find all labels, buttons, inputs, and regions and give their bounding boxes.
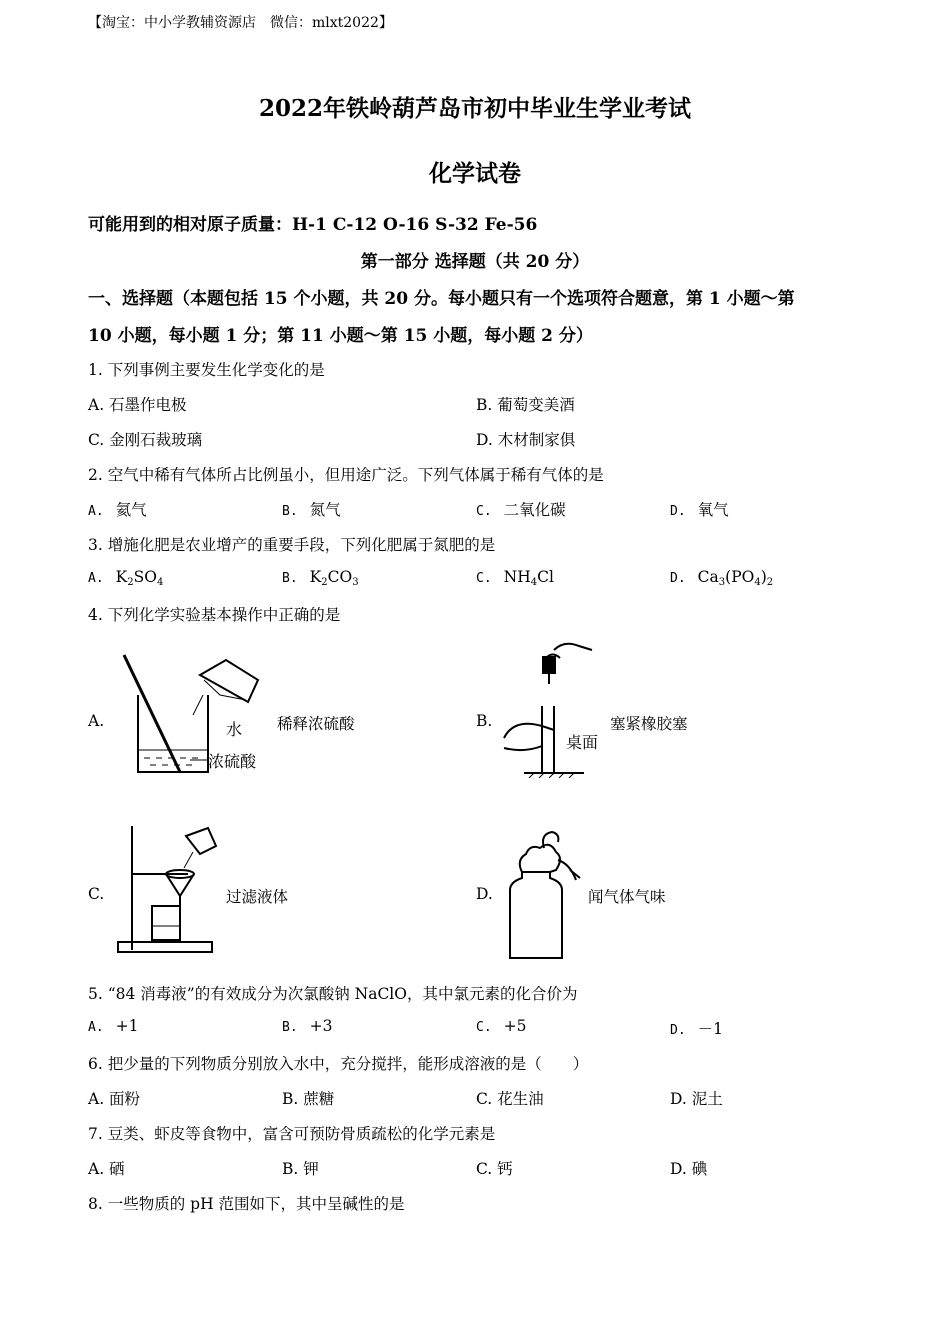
atomic-masses: 可能用到的相对原子质量：H-1 C-12 O-16 S-32 Fe-56 [88, 215, 538, 235]
question-4-stem: 4. 下列化学实验基本操作中正确的是 [88, 606, 341, 624]
question-2-stem: 2. 空气中稀有气体所占比例虽小，但用途广泛。下列气体属于稀有气体的是 [88, 466, 604, 484]
question-5-option-d: D. －1 [670, 1020, 724, 1038]
question-2-option-c: C. 二氧化碳 [476, 501, 566, 519]
question-4-option-c-caption: 过滤液体 [226, 888, 289, 906]
question-2-option-a: A. 氦气 [88, 501, 147, 519]
question-5-option-b: B. +3 [282, 1017, 333, 1035]
question-4-option-b-label: B. [476, 712, 493, 730]
question-7-option-b: B. 钾 [282, 1160, 319, 1178]
question-3-stem: 3. 增施化肥是农业增产的重要手段，下列化肥属于氮肥的是 [88, 536, 496, 554]
section-instructions-line2: 10 小题，每小题 1 分；第 11 小题～第 15 小题，每小题 2 分） [88, 326, 593, 346]
question-4-option-d-label: D. [476, 885, 493, 903]
question-1-option-a: A. 石墨作电极 [88, 396, 187, 414]
question-1-option-c: C. 金刚石裁玻璃 [88, 431, 203, 449]
question-3-option-b: B. $K_2CO_3$ [282, 568, 359, 588]
question-7-option-c: C. 钙 [476, 1160, 513, 1178]
question-5-option-a: A. +1 [88, 1017, 139, 1035]
stopper-figure [494, 638, 606, 778]
question-3-option-a: A. $K_2SO_4$ [88, 568, 164, 588]
question-6-option-c: C. 花生油 [476, 1090, 544, 1108]
question-5-stem: 5. “84 消毒液”的有效成分为次氯酸钠 NaClO，其中氯元素的化合价为 [88, 985, 578, 1003]
section-instructions-line1: 一、选择题（本题包括 15 个小题，共 20 分。每小题只有一个选项符合题意，第 1 小题～第 [88, 289, 795, 309]
part-one-heading: 第一部分 选择题（共 20 分） [360, 252, 590, 272]
question-4-option-d-caption: 闻气体气味 [588, 888, 666, 906]
question-1-option-d: D. 木材制家俱 [476, 431, 576, 449]
label-desk: 桌面 [566, 733, 599, 752]
question-2-option-d: D. 氧气 [670, 501, 729, 519]
exam-title: 2022年铁岭葫芦岛市初中毕业生学业考试 [258, 95, 691, 122]
exam-subtitle: 化学试卷 [429, 160, 521, 187]
question-3-option-c: C. $NH_4Cl$ [476, 568, 554, 588]
question-2-option-b: B. 氮气 [282, 501, 341, 519]
question-1-stem: 1. 下列事例主要发生化学变化的是 [88, 361, 325, 379]
question-7-option-d: D. 碘 [670, 1160, 708, 1178]
question-6-stem: 6. 把少量的下列物质分别放入水中，充分搅拌，能形成溶液的是（ ） [88, 1055, 589, 1073]
label-water: 水 [226, 720, 243, 739]
question-3-option-d: D. $Ca_3(PO_4)_2$ [670, 568, 774, 588]
question-4-option-a-caption: 稀释浓硫酸 [277, 715, 355, 733]
question-1-option-b: B. 葡萄变美酒 [476, 396, 575, 414]
question-4-option-b-caption: 塞紧橡胶塞 [610, 715, 688, 733]
label-concentrated-acid: 浓硫酸 [208, 752, 257, 771]
smell-gas-figure [500, 830, 585, 962]
question-4-option-c-label: C. [88, 885, 105, 903]
question-5-option-c: C. +5 [476, 1017, 527, 1035]
dilute-acid-figure [108, 650, 268, 782]
page-header: 【淘宝：中小学教辅资源店 微信：mlxt2022】 [88, 15, 393, 31]
question-8-stem: 8. 一些物质的 pH 范围如下，其中呈碱性的是 [88, 1195, 405, 1213]
question-7-stem: 7. 豆类、虾皮等食物中，富含可预防骨质疏松的化学元素是 [88, 1125, 496, 1143]
question-7-option-a: A. 硒 [88, 1160, 125, 1178]
question-6-option-b: B. 蔗糖 [282, 1090, 335, 1108]
filtration-figure [108, 822, 220, 962]
question-4-option-a-label: A. [88, 712, 105, 730]
question-6-option-a: A. 面粉 [88, 1090, 141, 1108]
question-6-option-d: D. 泥土 [670, 1090, 723, 1108]
